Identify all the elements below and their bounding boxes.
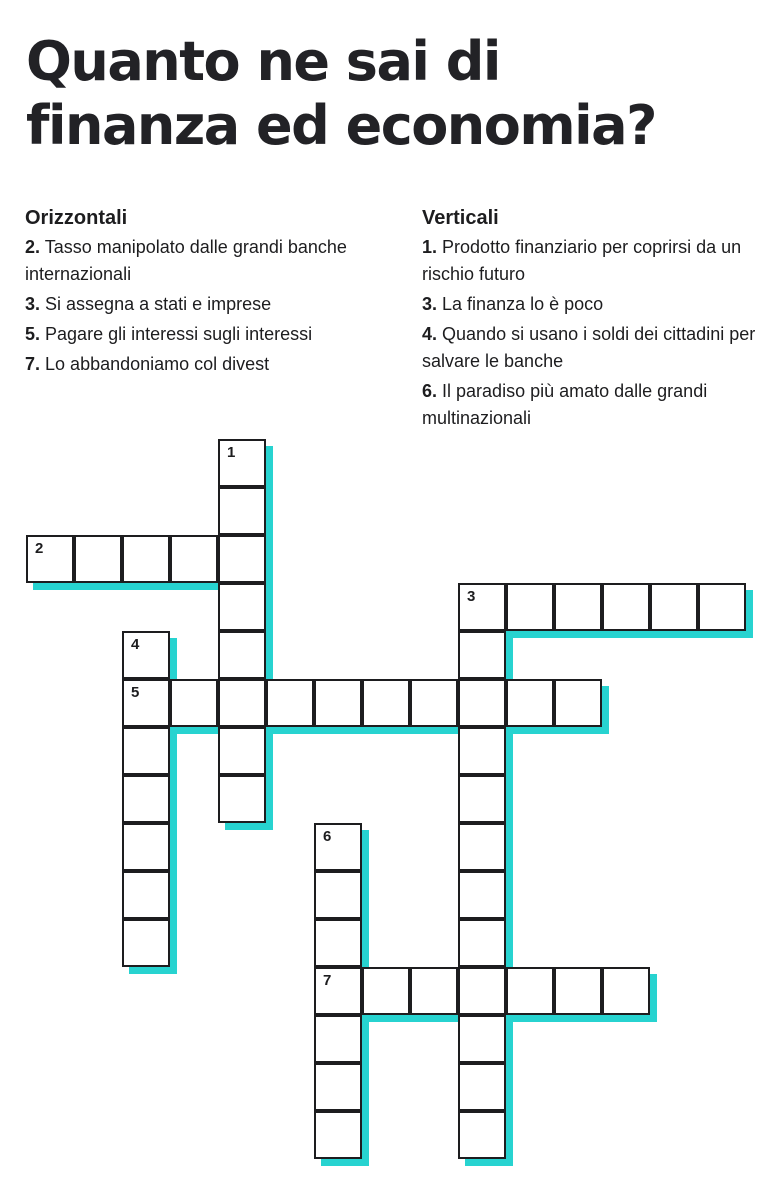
clue-text: Tasso manipolato dalle grandi banche internazionali xyxy=(25,237,347,284)
crossword-cell[interactable] xyxy=(554,679,602,727)
clue-number: 1. xyxy=(422,237,438,257)
crossword-cell[interactable] xyxy=(170,679,218,727)
crossword-cell[interactable] xyxy=(314,1111,362,1159)
crossword-cell[interactable] xyxy=(26,535,74,583)
clue-text: Quando si usano i soldi dei cittadini per salvare le banche xyxy=(422,324,756,371)
crossword-cell[interactable] xyxy=(314,967,362,1015)
crossword-cell[interactable] xyxy=(602,583,650,631)
crossword-cell[interactable] xyxy=(314,919,362,967)
crossword-cell[interactable] xyxy=(362,679,410,727)
crossword-cell[interactable] xyxy=(314,871,362,919)
clue-number: 2. xyxy=(25,237,41,257)
clue-text: Pagare gli interessi sugli interessi xyxy=(45,324,313,344)
clue-text: Si assegna a stati e imprese xyxy=(45,294,272,314)
crossword-cell[interactable] xyxy=(170,535,218,583)
clue-text: Il paradiso più amato dalle grandi multinazionali xyxy=(422,381,708,428)
crossword-cell[interactable] xyxy=(218,583,266,631)
crossword-cell[interactable] xyxy=(506,583,554,631)
crossword-cell[interactable] xyxy=(458,1111,506,1159)
cell-number: 7 xyxy=(323,972,332,989)
cell-number: 1 xyxy=(227,444,236,461)
crossword-cell[interactable] xyxy=(506,679,554,727)
crossword-cell[interactable] xyxy=(218,679,266,727)
crossword-cell[interactable] xyxy=(218,535,266,583)
crossword-cell[interactable] xyxy=(458,823,506,871)
crossword-cell[interactable] xyxy=(554,583,602,631)
crossword-cell[interactable] xyxy=(506,967,554,1015)
crossword-cell[interactable] xyxy=(602,967,650,1015)
crossword-cell[interactable] xyxy=(458,775,506,823)
clue-number: 7. xyxy=(25,354,41,374)
crossword-cell[interactable] xyxy=(218,439,266,487)
crossword-cell[interactable] xyxy=(410,967,458,1015)
clue-text: La finanza lo è poco xyxy=(442,294,604,314)
across-heading: Orizzontali xyxy=(25,207,128,229)
crossword-cell[interactable] xyxy=(650,583,698,631)
crossword-cell[interactable] xyxy=(458,1063,506,1111)
crossword-cell[interactable] xyxy=(218,727,266,775)
crossword-cell[interactable] xyxy=(266,679,314,727)
crossword-cell[interactable] xyxy=(122,823,170,871)
crossword-cell[interactable] xyxy=(458,967,506,1015)
cell-number: 6 xyxy=(323,828,332,845)
crossword-cell[interactable] xyxy=(458,679,506,727)
crossword-cell[interactable] xyxy=(314,1063,362,1111)
clue-number: 4. xyxy=(422,324,438,344)
crossword-cell[interactable] xyxy=(122,535,170,583)
title-line-2: finanza ed economia? xyxy=(26,94,656,157)
clue-number: 6. xyxy=(422,381,438,401)
crossword-cell[interactable] xyxy=(218,487,266,535)
clue-text: Lo abbandoniamo col divest xyxy=(45,354,270,374)
crossword-cell[interactable] xyxy=(218,775,266,823)
cell-number: 5 xyxy=(131,684,140,701)
crossword-cell[interactable] xyxy=(122,679,170,727)
crossword-cell[interactable] xyxy=(314,823,362,871)
crossword-cell[interactable] xyxy=(122,919,170,967)
crossword-cell[interactable] xyxy=(458,727,506,775)
clue-text: Prodotto finanziario per coprirsi da un rischio futuro xyxy=(422,237,742,284)
title-line-1: Quanto ne sai di xyxy=(26,30,500,93)
crossword-cell[interactable] xyxy=(74,535,122,583)
clue-number: 3. xyxy=(422,294,438,314)
crossword-cell[interactable] xyxy=(122,631,170,679)
crossword-cell[interactable] xyxy=(458,631,506,679)
crossword-cell[interactable] xyxy=(314,1015,362,1063)
crossword-cell[interactable] xyxy=(458,919,506,967)
crossword-cell[interactable] xyxy=(410,679,458,727)
crossword-cell[interactable] xyxy=(698,583,746,631)
crossword-cell[interactable] xyxy=(458,583,506,631)
crossword-cell[interactable] xyxy=(554,967,602,1015)
crossword-cell[interactable] xyxy=(362,967,410,1015)
clue-number: 3. xyxy=(25,294,41,314)
crossword-cell[interactable] xyxy=(314,679,362,727)
cell-number: 3 xyxy=(467,588,476,605)
cell-number: 2 xyxy=(35,540,44,557)
crossword-cell[interactable] xyxy=(458,1015,506,1063)
crossword-cell[interactable] xyxy=(458,871,506,919)
down-heading: Verticali xyxy=(422,207,499,229)
clue-number: 5. xyxy=(25,324,41,344)
crossword-cell[interactable] xyxy=(122,871,170,919)
crossword-cell[interactable] xyxy=(122,775,170,823)
crossword-cell[interactable] xyxy=(218,631,266,679)
crossword-cell[interactable] xyxy=(122,727,170,775)
cell-number: 4 xyxy=(131,636,140,653)
